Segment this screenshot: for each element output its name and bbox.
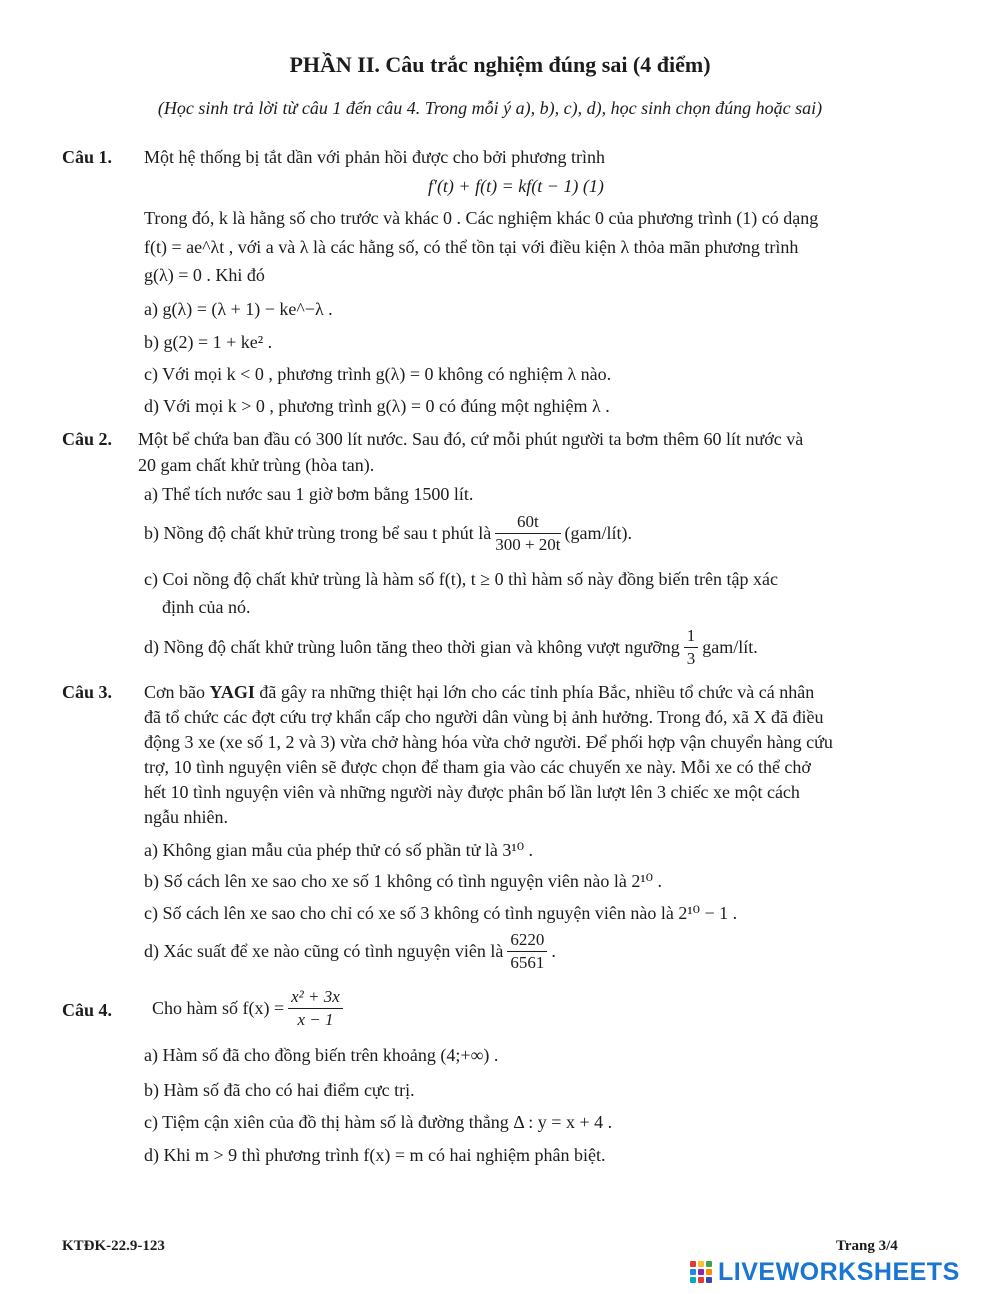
fraction <box>507 930 547 973</box>
question-1-equation: f′(t) + f(t) = kf(t − 1) (1) <box>428 176 604 196</box>
question-4-label: Câu 4. <box>62 1000 113 1020</box>
fraction-denominator: 3 <box>686 649 696 668</box>
fraction-numerator: 60t <box>495 512 560 534</box>
question-2-text-line: 20 gam chất khử trùng (hòa tan). <box>138 455 375 475</box>
option-text: gam/lít. <box>702 637 758 657</box>
option-text: d) Xác suất để xe nào cũng có tình nguyện viên là <box>144 941 504 961</box>
question-3-text-line: động 3 xe (xe số 1, 2 và 3) vừa chở hàng hóa vừa chở người. Để phối hợp vận chuyển hàng cứu <box>144 732 833 752</box>
question-1-option-c[interactable]: c) Với mọi k < 0 , phương trình g(λ) = 0 không có nghiệm λ nào. <box>144 364 612 384</box>
fraction <box>684 626 699 669</box>
question-4-option-a[interactable]: a) Hàm số đã cho đồng biến trên khoảng (4;+∞) . <box>144 1045 499 1065</box>
question-3-option-b[interactable]: b) Số cách lên xe sao cho xe số 1 không có tình nguyện viên nào là 2¹⁰ . <box>144 871 662 891</box>
question-1-option-a[interactable]: a) g(λ) = (λ + 1) − ke^−λ . <box>144 299 333 319</box>
fraction-denominator: 300 + 20t <box>495 535 561 554</box>
question-3-option-d[interactable] <box>144 930 556 973</box>
question-2-option-b[interactable] <box>144 512 632 555</box>
logo-square <box>698 1261 704 1267</box>
question-4-option-b[interactable]: b) Hàm số đã cho có hai điểm cực trị. <box>144 1080 415 1100</box>
question-1-text-line: f(t) = ae^λt , với a và λ là các hằng số, có thể tồn tại với điều kiện λ thỏa mãn phương trình <box>144 237 799 257</box>
logo-square <box>690 1269 696 1275</box>
question-2-label: Câu 2. <box>62 429 113 449</box>
question-4-intro <box>152 987 347 1030</box>
function-label: Cho hàm số f(x) = <box>152 998 285 1018</box>
fraction-numerator: 6220 <box>507 930 547 952</box>
logo-square <box>690 1261 696 1267</box>
page-number: Trang 3/4 <box>836 1238 898 1254</box>
logo-square <box>690 1277 696 1283</box>
question-3-option-a[interactable]: a) Không gian mẫu của phép thử có số phần tử là 3¹⁰ . <box>144 840 534 860</box>
question-2-option-a[interactable]: a) Thể tích nước sau 1 giờ bơm bằng 1500 lít. <box>144 484 474 504</box>
liveworksheets-logo <box>690 1256 990 1288</box>
text-run: Cơn bão <box>144 682 210 702</box>
liveworksheets-grid-icon <box>690 1261 712 1283</box>
logo-square <box>706 1261 712 1267</box>
question-1-label: Câu 1. <box>62 147 113 167</box>
fraction-denominator: 6561 <box>510 953 545 972</box>
logo-square <box>698 1277 704 1283</box>
logo-square <box>698 1269 704 1275</box>
option-text: d) Nồng độ chất khử trùng luôn tăng theo thời gian và không vượt ngưỡng <box>144 637 680 657</box>
question-3-text-line: ngẫu nhiên. <box>144 807 228 827</box>
question-3-text-line: hết 10 tình nguyện viên và những người này được phân bố lần lượt lên 3 chiếc xe một cách <box>144 782 800 802</box>
question-3-option-c[interactable]: c) Số cách lên xe sao cho chỉ có xe số 3 không có tình nguyện viên nào là 2¹⁰ − 1 . <box>144 903 738 923</box>
question-2-text-line: Một bể chứa ban đầu có 300 lít nước. Sau đó, cứ mỗi phút người ta bơm thêm 60 lít nước và <box>138 429 804 449</box>
question-1-text-line: g(λ) = 0 . Khi đó <box>144 265 265 285</box>
text-run: đã gây ra những thiệt hại lớn cho các tỉnh phía Bắc, nhiều tổ chức và cá nhân <box>254 682 815 702</box>
question-2-option-c[interactable]: c) Coi nồng độ chất khử trùng là hàm số f(t), t ≥ 0 thì hàm số này đồng biến trên tập xác <box>144 569 778 589</box>
question-1-option-b[interactable]: b) g(2) = 1 + ke² . <box>144 332 273 352</box>
question-3-label: Câu 3. <box>62 682 113 702</box>
question-1-text-line: Trong đó, k là hằng số cho trước và khác 0 . Các nghiệm khác 0 của phương trình (1) có dạng <box>144 208 819 228</box>
instructions: (Học sinh trả lời từ câu 1 đến câu 4. Trong mỗi ý a), b), c), d), học sinh chọn đúng hoặc sai) <box>157 98 823 118</box>
fraction <box>495 512 560 555</box>
question-1-intro: Một hệ thống bị tắt dần với phản hồi được cho bởi phương trình <box>144 147 606 167</box>
fraction-numerator: 1 <box>684 626 699 648</box>
option-text: . <box>551 941 556 961</box>
option-text: (gam/lít). <box>564 523 632 543</box>
question-3-text-line: trợ, 10 tình nguyện viên sẽ được chọn để tham gia vào các chuyến xe này. Mỗi xe có thể chở <box>144 757 811 777</box>
function-fraction <box>288 987 343 1030</box>
logo-square <box>706 1277 712 1283</box>
fraction-denominator: x − 1 <box>297 1010 334 1029</box>
option-text: b) Nồng độ chất khử trùng trong bể sau t phút là <box>144 523 492 543</box>
exam-code: KTĐK-22.9-123 <box>62 1238 165 1254</box>
question-2-option-d[interactable] <box>144 626 758 669</box>
storm-name: YAGI <box>209 682 255 702</box>
question-1-option-d[interactable]: d) Với mọi k > 0 , phương trình g(λ) = 0 có đúng một nghiệm λ . <box>144 396 610 416</box>
logo-square <box>706 1269 712 1275</box>
question-3-text-line <box>144 682 814 703</box>
question-2-option-c-cont: định của nó. <box>162 597 251 617</box>
fraction-numerator: x² + 3x <box>288 987 343 1009</box>
question-4-option-c[interactable]: c) Tiệm cận xiên của đồ thị hàm số là đường thẳng Δ : y = x + 4 . <box>144 1112 613 1132</box>
question-4-option-d[interactable]: d) Khi m > 9 thì phương trình f(x) = m có hai nghiệm phân biệt. <box>144 1145 606 1165</box>
logo-text: LIVEWORKSHEETS <box>718 1257 960 1286</box>
question-3-text-line: đã tổ chức các đợt cứu trợ khẩn cấp cho người dân vùng bị ảnh hưởng. Trong đó, xã X đã điều <box>144 707 824 727</box>
section-title: PHẦN II. Câu trắc nghiệm đúng sai (4 điểm) <box>289 52 711 77</box>
